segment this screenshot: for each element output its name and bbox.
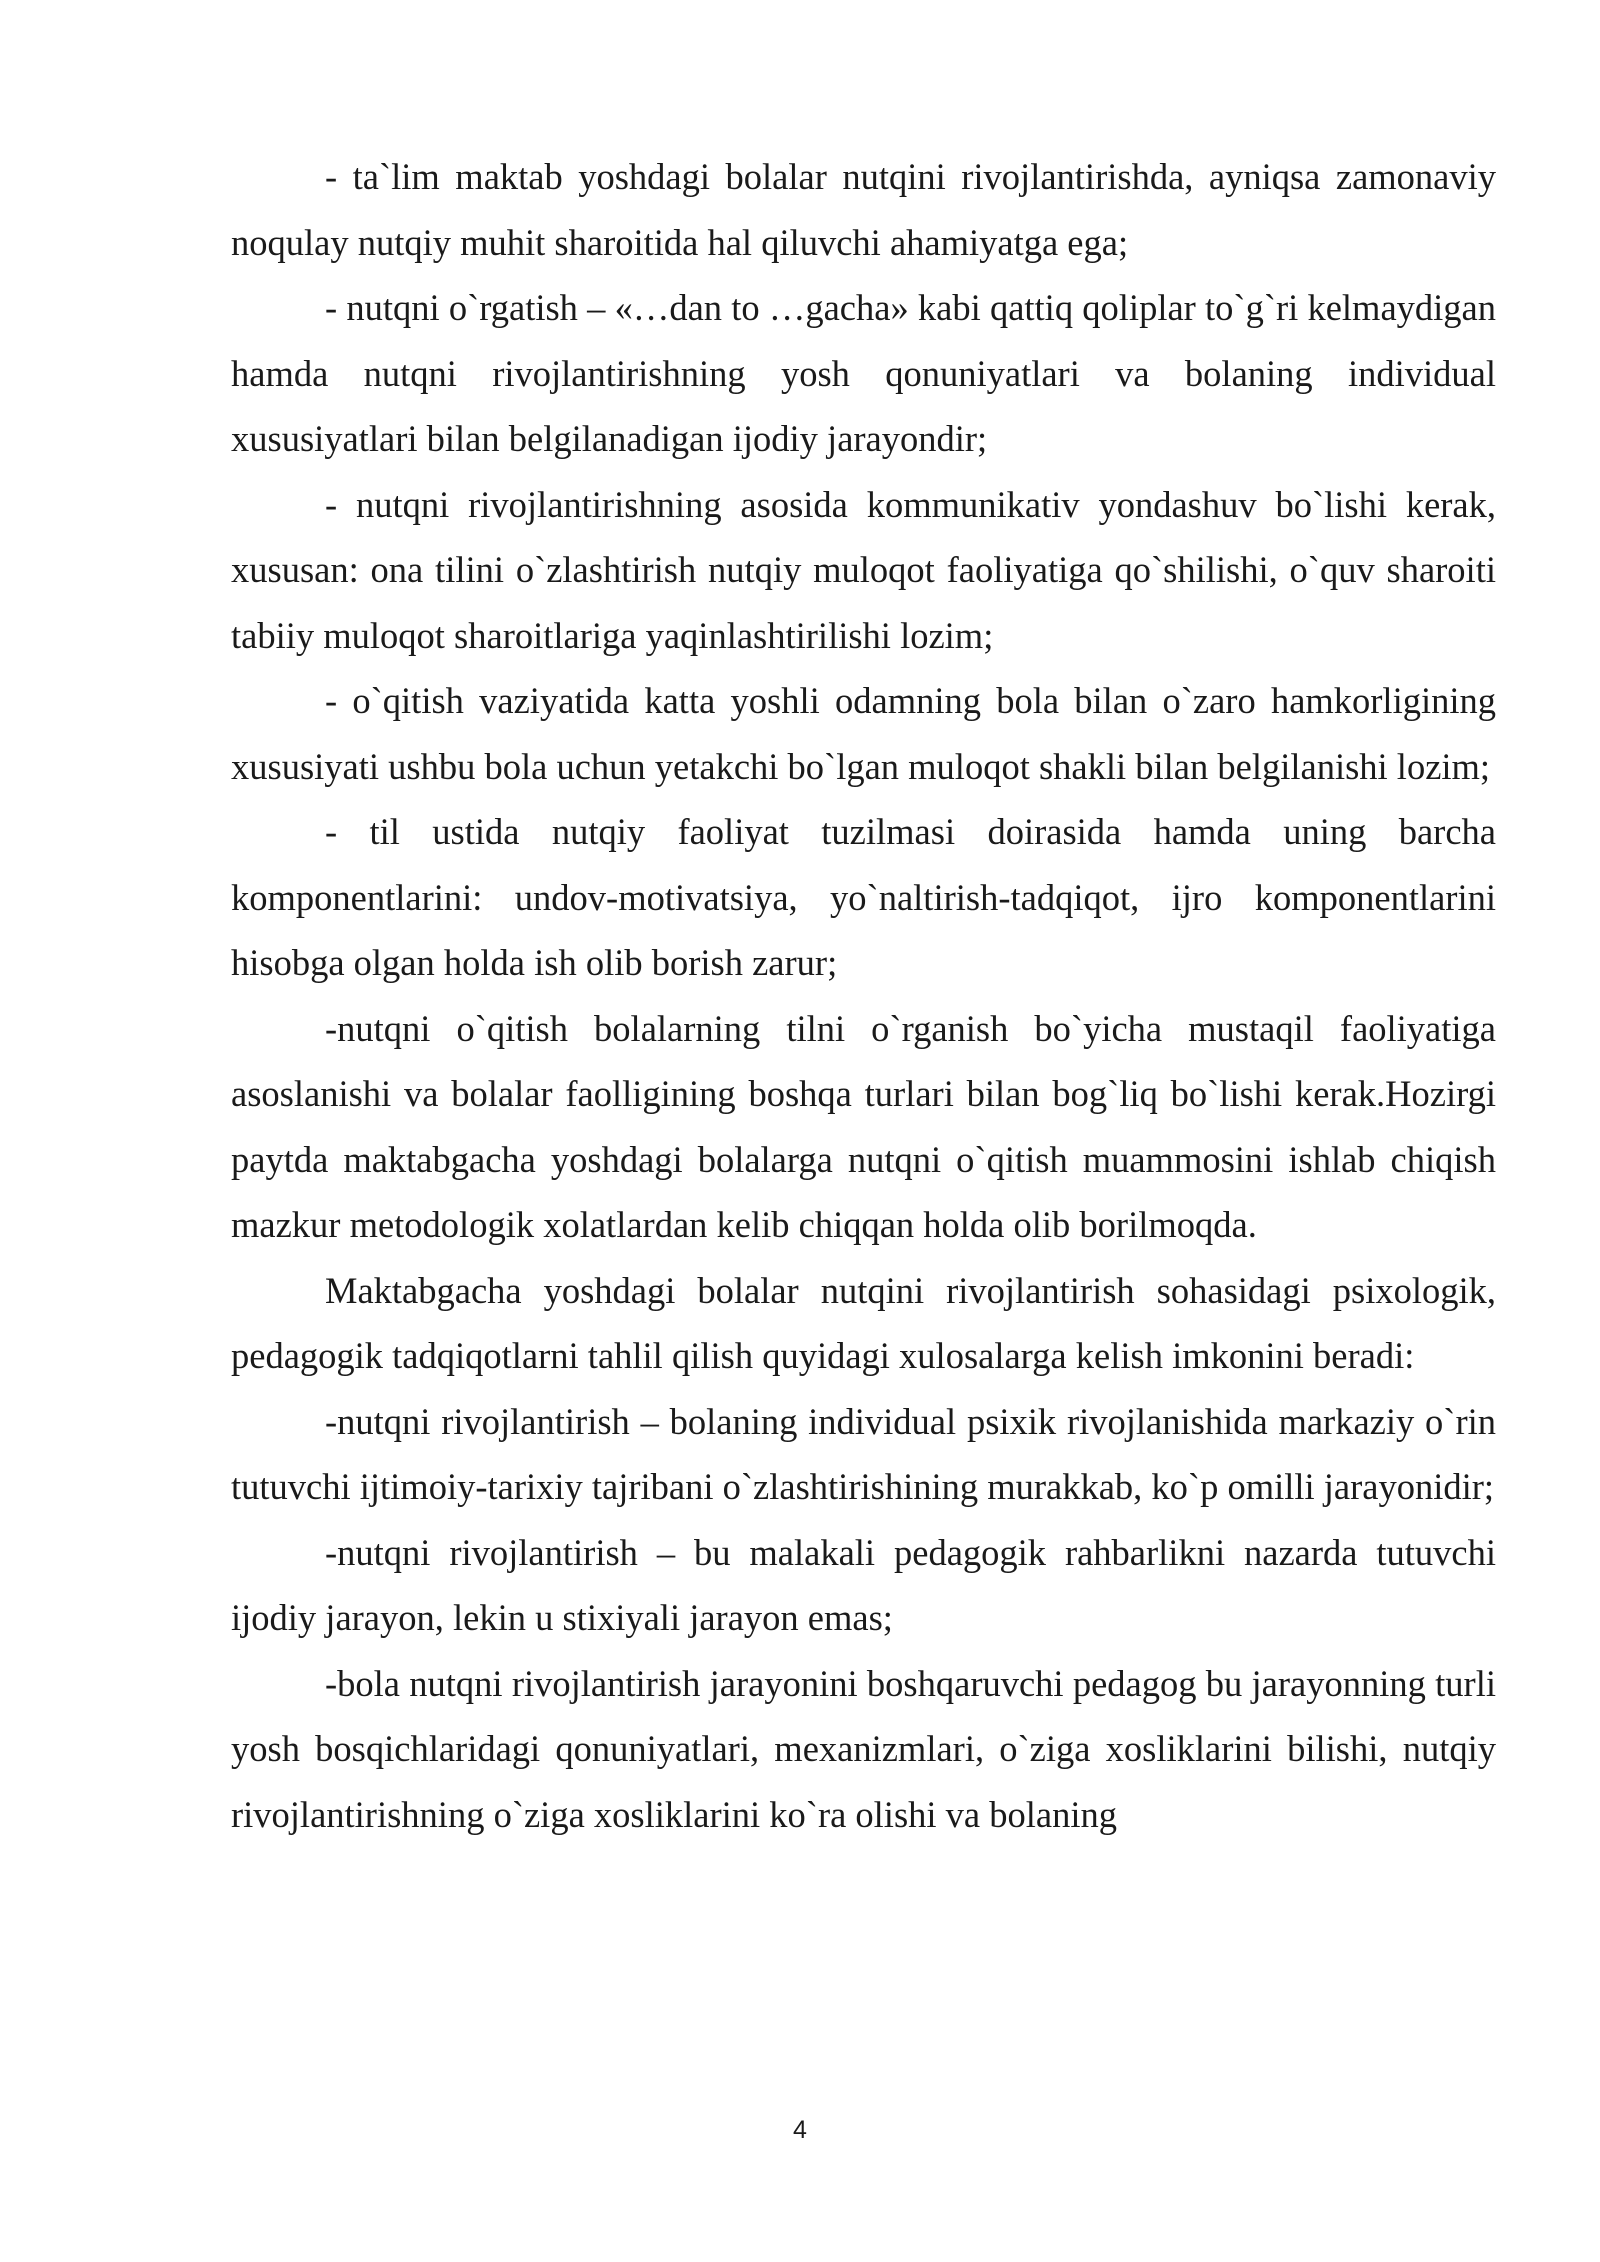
paragraph-3: - nutqni rivojlantirishning asosida kommunikativ yondashuv bo`lishi kerak, xususan: ona tilini o`zlashtirish nutqiy muloqot faoliyatiga qo`shilishi, o`quv sharoiti tabiiy muloqot sharoitlariga yaqinlashtirilishi lozim; xyxy=(231,483,1496,656)
paragraph-1: - ta`lim maktab yoshdagi bolalar nutqini rivojlantirishda, ayniqsa zamonaviy noqulay nutqiy muhit sharoitida hal qiluvchi ahamiyatga ega; xyxy=(231,156,1496,263)
paragraph-9: -nutqni rivojlantirish – bu malakali pedagogik rahbarlikni nazarda tutuvchi ijodiy jarayon, lekin u stixiyali jarayon emas; xyxy=(231,1531,1496,1638)
paragraph-8: -nutqni rivojlantirish – bolaning individual psixik rivojlanishida markaziy o`rin tutuvchi ijtimoiy-tarixiy tajribani o`zlashtirishining murakkab, ko`p omilli jarayonidir; xyxy=(231,1400,1496,1507)
paragraph-6: -nutqni o`qitish bolalarning tilni o`rganish bo`yicha mustaqil faoliyatiga asoslanishi va bolalar faolligining boshqa turlari bilan bog`liq bo`lishi kerak.Hozirgi paytda maktabgacha yoshdagi bolalarga nutqni o`qitish muammosini ishlab chiqish mazkur metodologik xolatlardan kelib chiqqan holda olib borilmoqda. xyxy=(231,1007,1496,1245)
paragraph-10: -bola nutqni rivojlantirish jarayonini boshqaruvchi pedagog bu jarayonning turli yosh bosqichlaridagi qonuniyatlari, mexanizmlari, o`ziga xosliklarini bilishi, nutqiy rivojlantirishning o`ziga xosliklarini ko`ra olishi va bolaning xyxy=(231,1662,1496,1835)
paragraph-5: - til ustida nutqiy faoliyat tuzilmasi doirasida hamda uning barcha komponentlarini: undov-motivatsiya, yo`naltirish-tadqiqot, ijro komponentlarini hisobga olgan holda ish olib borish zarur; xyxy=(231,811,1496,983)
paragraph-2: - nutqni o`rgatish – «…dan to …gacha» kabi qattiq qoliplar to`g`ri kelmaydigan hamda nutqni rivojlantirishning yosh qonuniyatlari va bolaning individual xususiyatlari bilan belgilanadigan ijodiy jarayondir; xyxy=(231,287,1496,459)
page-number: 4 xyxy=(793,2116,807,2144)
paragraph-4: - o`qitish vaziyatida katta yoshli odamning bola bilan o`zaro hamkorligining xususiyati ushbu bola uchun yetakchi bo`lgan muloqot shakli bilan belgilanishi lozim; xyxy=(231,680,1496,787)
body-text xyxy=(231,144,1496,1847)
paragraph-7: Maktabgacha yoshdagi bolalar nutqini rivojlantirish sohasidagi psixologik, pedagogik tadqiqotlarni tahlil qilish quyidagi xulosalarga kelish imkonini beradi: xyxy=(231,1269,1496,1376)
